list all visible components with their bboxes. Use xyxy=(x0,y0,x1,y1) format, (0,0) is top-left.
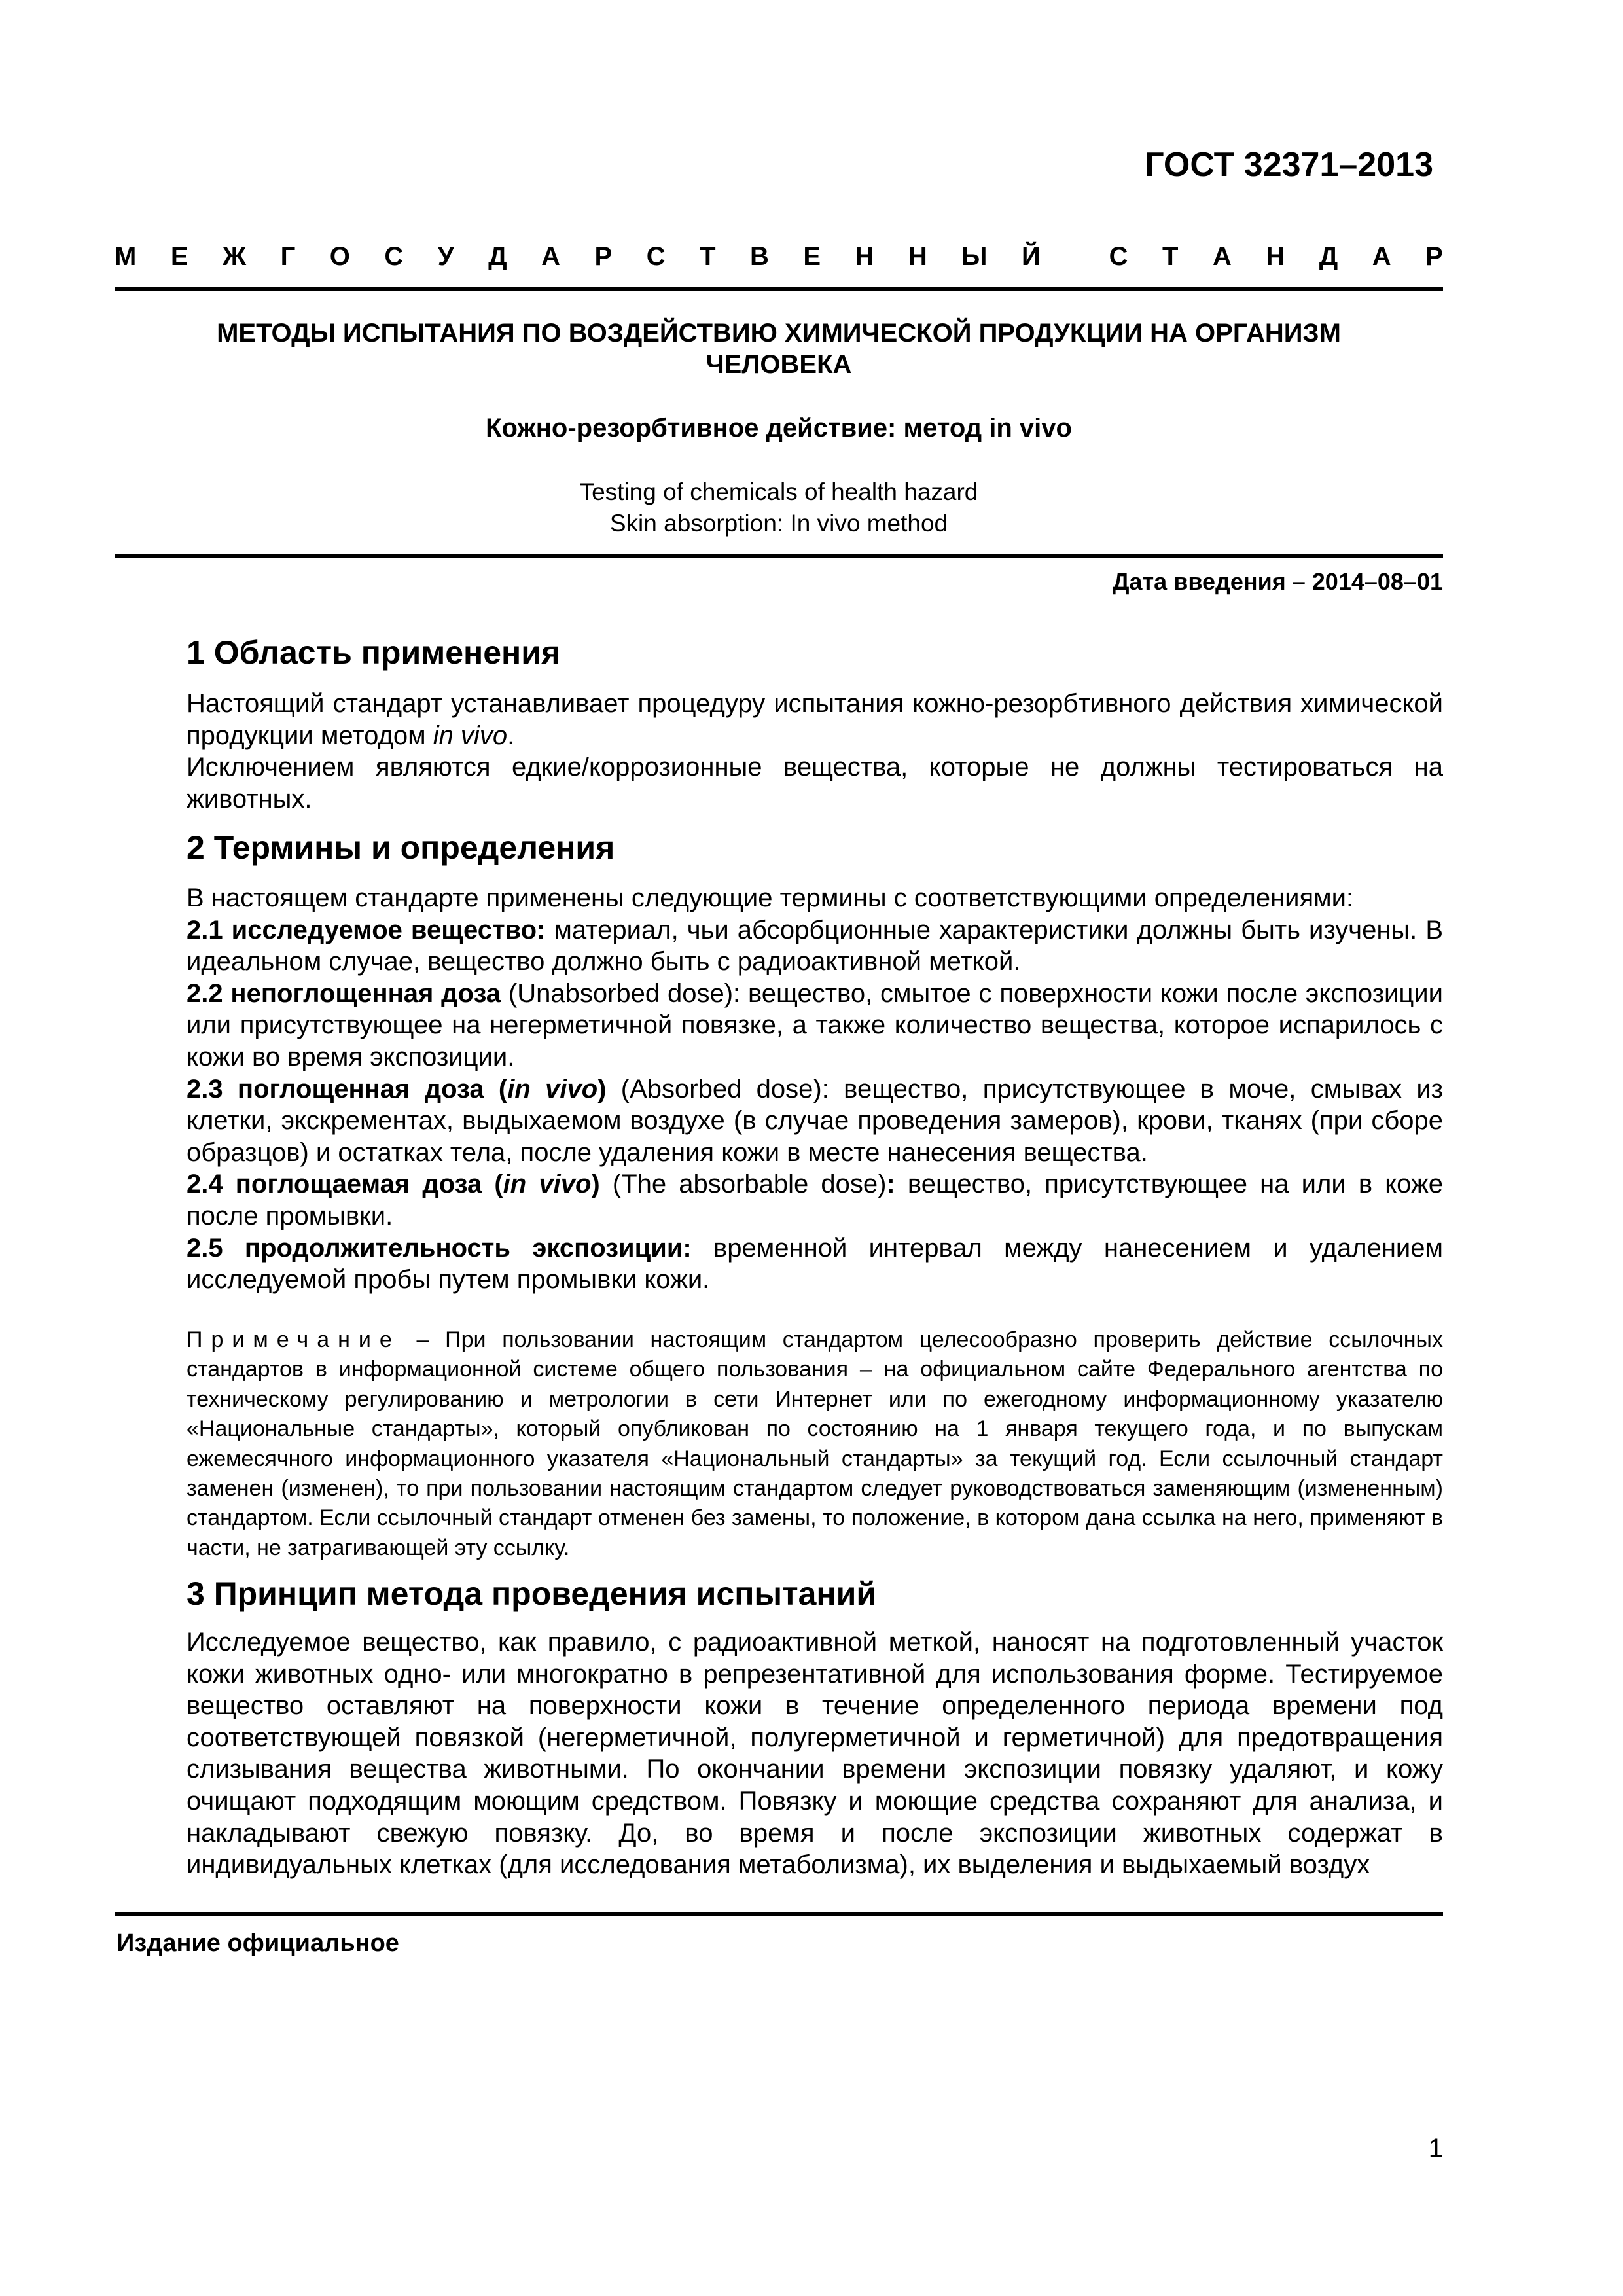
term-2-1 xyxy=(116,914,1443,978)
banner-letter: Т xyxy=(1162,242,1179,271)
banner-letter: Ж xyxy=(222,242,247,271)
banner-letter: Ы xyxy=(961,242,988,271)
term-2-3 xyxy=(116,1073,1443,1169)
top-rule xyxy=(115,287,1443,291)
document-subtitle: Кожно-резорбтивное действие: метод in vivo xyxy=(486,414,1072,442)
title-rule xyxy=(115,554,1443,558)
paragraph-text: Настоящий стандарт устанавливает процедуру испытания кожно-резорбтивного действия химической продукции методом xyxy=(187,689,1443,750)
section-2-heading: 2 Термины и определения xyxy=(187,829,615,866)
term-definition: (Absorbed dose): вещество, присутствующее в моче, смывах из клетки, экскрементах, выдыхаемом воздухе (в случае проведения замеров), крови, тканях (при сборе образцов) и остатках тела, после удаления кожи в месте нанесения вещества. xyxy=(187,1074,1444,1167)
banner-letter: О xyxy=(329,242,350,271)
note-label: Примечание xyxy=(187,1327,401,1352)
term-title: 2.3 поглощенная доза (in vivo) xyxy=(187,1074,607,1103)
interstate-standard-banner xyxy=(115,237,1443,276)
banner-letter: С xyxy=(1109,242,1128,271)
term-definition: материал, чьи абсорбционные характеристики должны быть изучены. В идеальном случае, вещество должно быть с радиоактивной меткой. xyxy=(187,915,1444,977)
section-3-heading: 3 Принцип метода проведения испытаний xyxy=(187,1575,877,1612)
banner-letter: Й xyxy=(1021,242,1041,271)
title-line-1: МЕТОДЫ ИСПЫТАНИЯ ПО ВОЗДЕЙСТВИЮ ХИМИЧЕСКОЙ ПРОДУКЦИИ НА ОРГАНИЗМ xyxy=(217,319,1341,348)
reference-note xyxy=(116,1325,1443,1563)
term-2-4: 2.4 поглощаемая доза (in vivo) (The absorbable dose): вещество, присутствующее на или в коже после промывки. xyxy=(187,1170,1443,1230)
official-edition-label: Издание официальное xyxy=(116,1929,399,1957)
banner-letter: С xyxy=(384,242,404,271)
banner-letter: В xyxy=(749,242,769,271)
term-2-2 xyxy=(116,978,1443,1073)
term-definition: временной интервал между нанесением и удалением исследуемой пробы путем промывки кожи. xyxy=(187,1233,1443,1295)
banner-letter: А xyxy=(1372,242,1391,271)
banner-letter: У xyxy=(437,242,454,271)
banner-letter: Р xyxy=(1425,242,1443,271)
banner-letter: Т xyxy=(700,242,716,271)
banner-letter: Д xyxy=(488,242,507,271)
term-title: 2.2 непоглощенная доза xyxy=(187,978,501,1008)
term-definition: (Unabsorbed dose): вещество, смытое с поверхности кожи после экспозиции или присутствующее на негерметичной повязке, а также количество вещества, которое испарилось с кожи во время экспозиции. xyxy=(187,978,1443,1071)
title-line-2: ЧЕЛОВЕКА xyxy=(705,350,852,379)
banner-letter: Н xyxy=(855,242,874,271)
section-3-paragraph-1: Исследуемое вещество, как правило, с радиоактивной меткой, наносят на подготовленный участок кожи животных одно- или многократно в репрезентативной для использования форме. Тестируемое вещество оставляют на поверхности кожи в течение определенного периода времени под соответствующей повязкой (негерметичной, полугерметичной и герметичной) для предотвращения слизывания вещества животными. По окончании времени экспозиции повязку удаляют, и кожу очищают подходящим моющим средством. Повязку и моющие средства сохраняют для анализа, и накладывают свежую повязку. До, во время и после экспозиции животных содержат в индивидуальных клетках (для исследования метаболизма), их выделения и выдыхаемый воздух xyxy=(187,1628,1443,1880)
term-definition: вещество, присутствующее на или в коже после промывки. xyxy=(187,1170,1443,1230)
banner-letter: Е xyxy=(803,242,821,271)
section-3-body xyxy=(116,1626,1443,1881)
english-title-line-2: Skin absorption: In vivo method xyxy=(609,510,948,537)
banner-letter: А xyxy=(541,242,561,271)
banner-letter: М xyxy=(115,242,137,271)
banner-letter: Е xyxy=(170,242,188,271)
page-number: 1 xyxy=(1428,2134,1443,2162)
gost-number: ГОСТ 32371–2013 xyxy=(1145,146,1433,184)
section-1-paragraph-1 xyxy=(116,688,1443,751)
term-2-5 xyxy=(116,1232,1443,1296)
in-vivo-term: in vivo xyxy=(433,721,508,750)
terms-intro: В настоящем стандарте применены следующие термины с соответствующими определениями: xyxy=(187,884,1354,912)
term-title: 2.4 поглощаемая доза (in vivo) xyxy=(187,1170,600,1199)
banner-letter: С xyxy=(646,242,666,271)
term-title: 2.5 продолжительность экспозиции: xyxy=(187,1233,692,1263)
term-title: 2.1 исследуемое вещество: xyxy=(187,915,546,944)
banner-letter: Г xyxy=(280,242,296,271)
introduction-date: Дата введения – 2014–08–01 xyxy=(1112,568,1443,595)
english-title-line-1: Testing of chemicals of health hazard xyxy=(579,478,978,505)
section-1-paragraph-2: Исключением являются едкие/коррозионные вещества, которые не должны тестироваться на животных. xyxy=(187,753,1443,814)
footer-rule xyxy=(115,1912,1443,1916)
document-title xyxy=(115,317,1443,380)
section-1-heading: 1 Область применения xyxy=(187,634,561,671)
banner-letter: Н xyxy=(1266,242,1285,271)
banner-letter: А xyxy=(1212,242,1232,271)
section-1-body xyxy=(116,688,1443,815)
banner-letter: Р xyxy=(594,242,613,271)
note-text: – При пользовании настоящим стандартом целесообразно проверить действие ссылочных стандартов в информационной системе общего пользования – на официальном сайте Федерального агентства по техническому регулированию и метрологии в сети Интернет или по ежегодному информационному указателю «Национальные стандарты», который опубликован по состоянию на 1 января текущего года, и по выпускам ежемесячного информационного указателя «Национальный стандарты» за текущий год. Если ссылочный стандарт заменен (изменен), то при пользовании настоящим стандартом следует руководствоваться заменяющим (измененным) стандартом. Если ссылочный стандарт отменен без замены, то положение, в котором дана ссылка на него, применяют в части, не затрагивающей эту ссылку. xyxy=(187,1327,1443,1560)
banner-letter: Н xyxy=(908,242,927,271)
paragraph-end: . xyxy=(507,721,515,750)
english-title xyxy=(115,476,1443,539)
banner-letter: Д xyxy=(1319,242,1338,271)
term-english: (The absorbable dose) xyxy=(599,1170,887,1199)
section-2-body xyxy=(116,882,1443,1296)
